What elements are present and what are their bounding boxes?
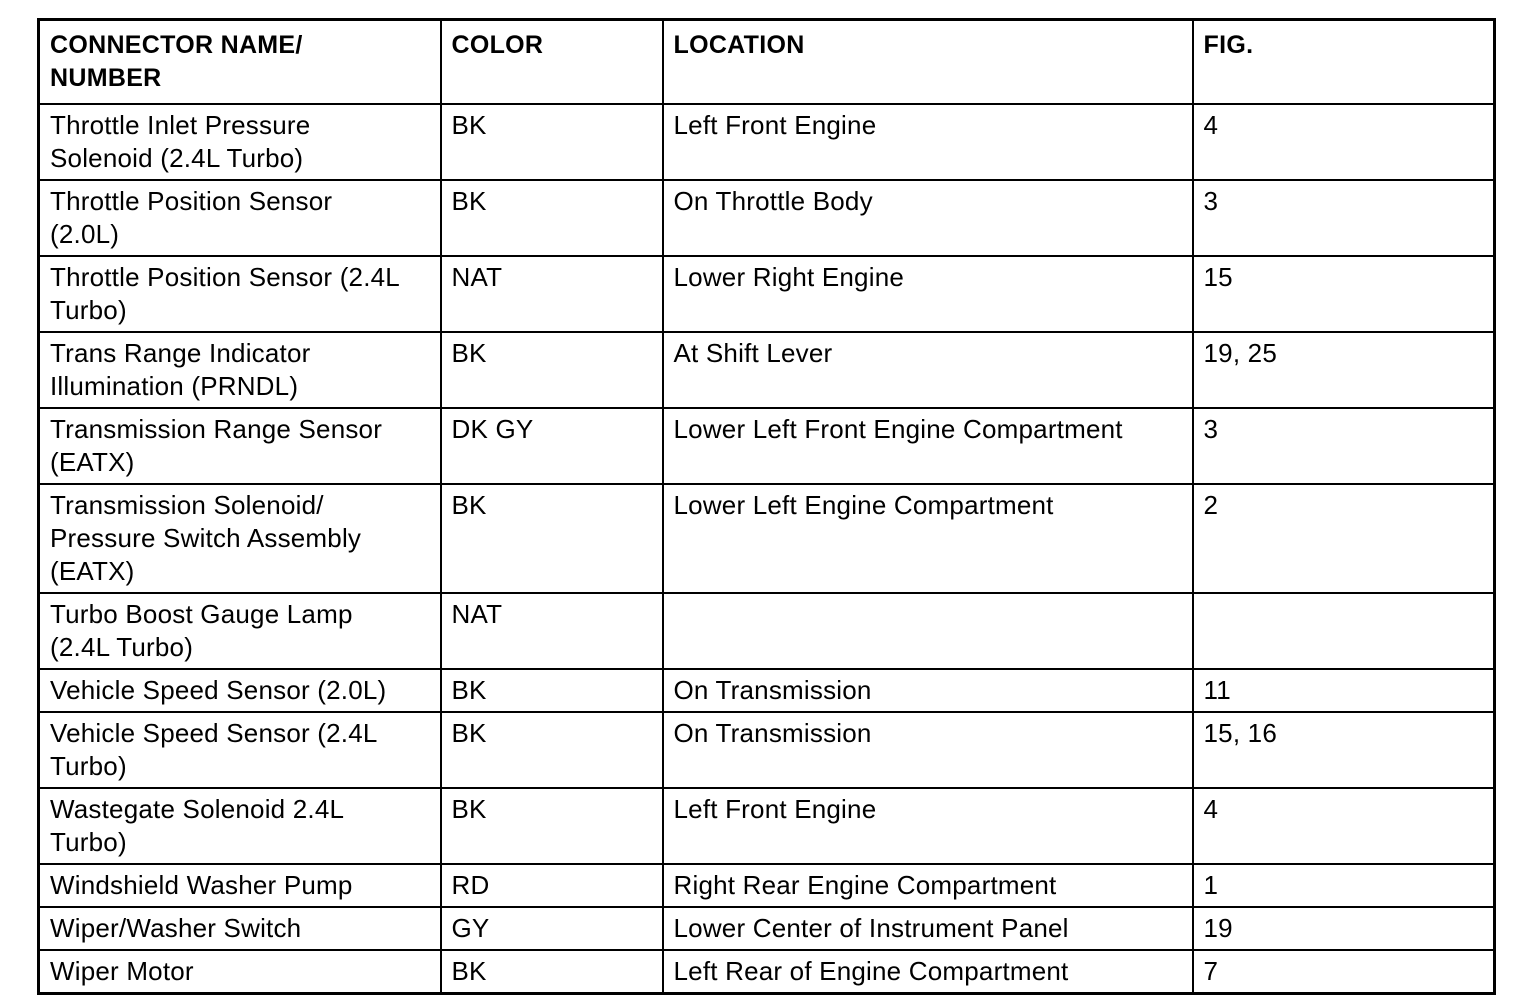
connector-name-line: Turbo) [50,295,127,325]
cell-connector-name [39,104,441,180]
cell-fig: 19 [1193,907,1495,950]
cell-fig: 19, 25 [1193,332,1495,408]
cell-location: At Shift Lever [663,332,1193,408]
connector-name-line: Vehicle Speed Sensor (2.0L) [50,675,387,705]
cell-connector-name [39,180,441,256]
table-row [39,950,1495,994]
connector-name-line: Wastegate Solenoid 2.4L [50,794,345,824]
connector-name-line: Solenoid (2.4L Turbo) [50,143,304,173]
connector-table-container [37,18,1493,995]
cell-connector-name [39,332,441,408]
table-row [39,593,1495,669]
table-row [39,788,1495,864]
cell-location: Right Rear Engine Compartment [663,864,1193,907]
cell-location: Left Rear of Engine Compartment [663,950,1193,994]
cell-location: Lower Center of Instrument Panel [663,907,1193,950]
cell-color: GY [441,907,663,950]
cell-color: NAT [441,593,663,669]
cell-fig: 1 [1193,864,1495,907]
cell-fig: 4 [1193,788,1495,864]
cell-connector-name [39,669,441,712]
cell-color: BK [441,104,663,180]
header-fig: FIG. [1193,20,1495,105]
header-connector-line2: NUMBER [50,64,162,92]
cell-connector-name [39,864,441,907]
connector-name-line: Transmission Solenoid/ [50,490,324,520]
connector-table [37,18,1496,995]
cell-location: Lower Left Engine Compartment [663,484,1193,593]
cell-fig: 15, 16 [1193,712,1495,788]
cell-location: Left Front Engine [663,788,1193,864]
cell-location: On Transmission [663,712,1193,788]
connector-name-line: Turbo) [50,751,127,781]
connector-name-line: (EATX) [50,556,135,586]
cell-color: RD [441,864,663,907]
cell-location: On Throttle Body [663,180,1193,256]
table-row [39,332,1495,408]
cell-location [663,593,1193,669]
cell-color: BK [441,332,663,408]
table-row [39,408,1495,484]
connector-name-line: Wiper Motor [50,956,194,986]
connector-name-line: Throttle Inlet Pressure [50,110,311,140]
connector-name-line: Transmission Range Sensor [50,414,383,444]
connector-name-line: Wiper/Washer Switch [50,913,302,943]
cell-color: DK GY [441,408,663,484]
cell-color: BK [441,712,663,788]
connector-name-line: Throttle Position Sensor [50,186,333,216]
cell-color: BK [441,180,663,256]
connector-name-line: Turbo) [50,827,127,857]
header-connector-name [39,20,441,105]
cell-connector-name [39,256,441,332]
connector-name-line: Vehicle Speed Sensor (2.4L [50,718,378,748]
table-row [39,907,1495,950]
cell-color: BK [441,788,663,864]
cell-connector-name [39,788,441,864]
connector-name-line: Throttle Position Sensor (2.4L [50,262,400,292]
table-row [39,712,1495,788]
table-body [39,104,1495,994]
connector-name-line: (2.4L Turbo) [50,632,194,662]
header-color: COLOR [441,20,663,105]
cell-connector-name [39,593,441,669]
connector-name-line: (2.0L) [50,219,120,249]
cell-connector-name [39,712,441,788]
cell-fig [1193,593,1495,669]
connector-name-line: Windshield Washer Pump [50,870,353,900]
connector-name-line: Pressure Switch Assembly [50,523,362,553]
cell-connector-name [39,950,441,994]
cell-connector-name [39,484,441,593]
cell-fig: 3 [1193,408,1495,484]
cell-fig: 15 [1193,256,1495,332]
connector-name-line: Illumination (PRNDL) [50,371,299,401]
table-header-row [39,20,1495,105]
cell-color: NAT [441,256,663,332]
cell-location: Left Front Engine [663,104,1193,180]
cell-connector-name [39,408,441,484]
header-location: LOCATION [663,20,1193,105]
table-row [39,256,1495,332]
connector-name-line: Turbo Boost Gauge Lamp [50,599,353,629]
table-row [39,864,1495,907]
connector-name-line: Trans Range Indicator [50,338,311,368]
cell-color: BK [441,484,663,593]
cell-fig: 2 [1193,484,1495,593]
table-row [39,180,1495,256]
cell-fig: 11 [1193,669,1495,712]
cell-location: On Transmission [663,669,1193,712]
cell-location: Lower Left Front Engine Compartment [663,408,1193,484]
cell-color: BK [441,950,663,994]
cell-fig: 7 [1193,950,1495,994]
cell-location: Lower Right Engine [663,256,1193,332]
connector-name-line: (EATX) [50,447,135,477]
table-row [39,669,1495,712]
cell-color: BK [441,669,663,712]
cell-connector-name [39,907,441,950]
table-row [39,484,1495,593]
cell-fig: 4 [1193,104,1495,180]
cell-fig: 3 [1193,180,1495,256]
table-row [39,104,1495,180]
header-connector-line1: CONNECTOR NAME/ [50,31,303,59]
